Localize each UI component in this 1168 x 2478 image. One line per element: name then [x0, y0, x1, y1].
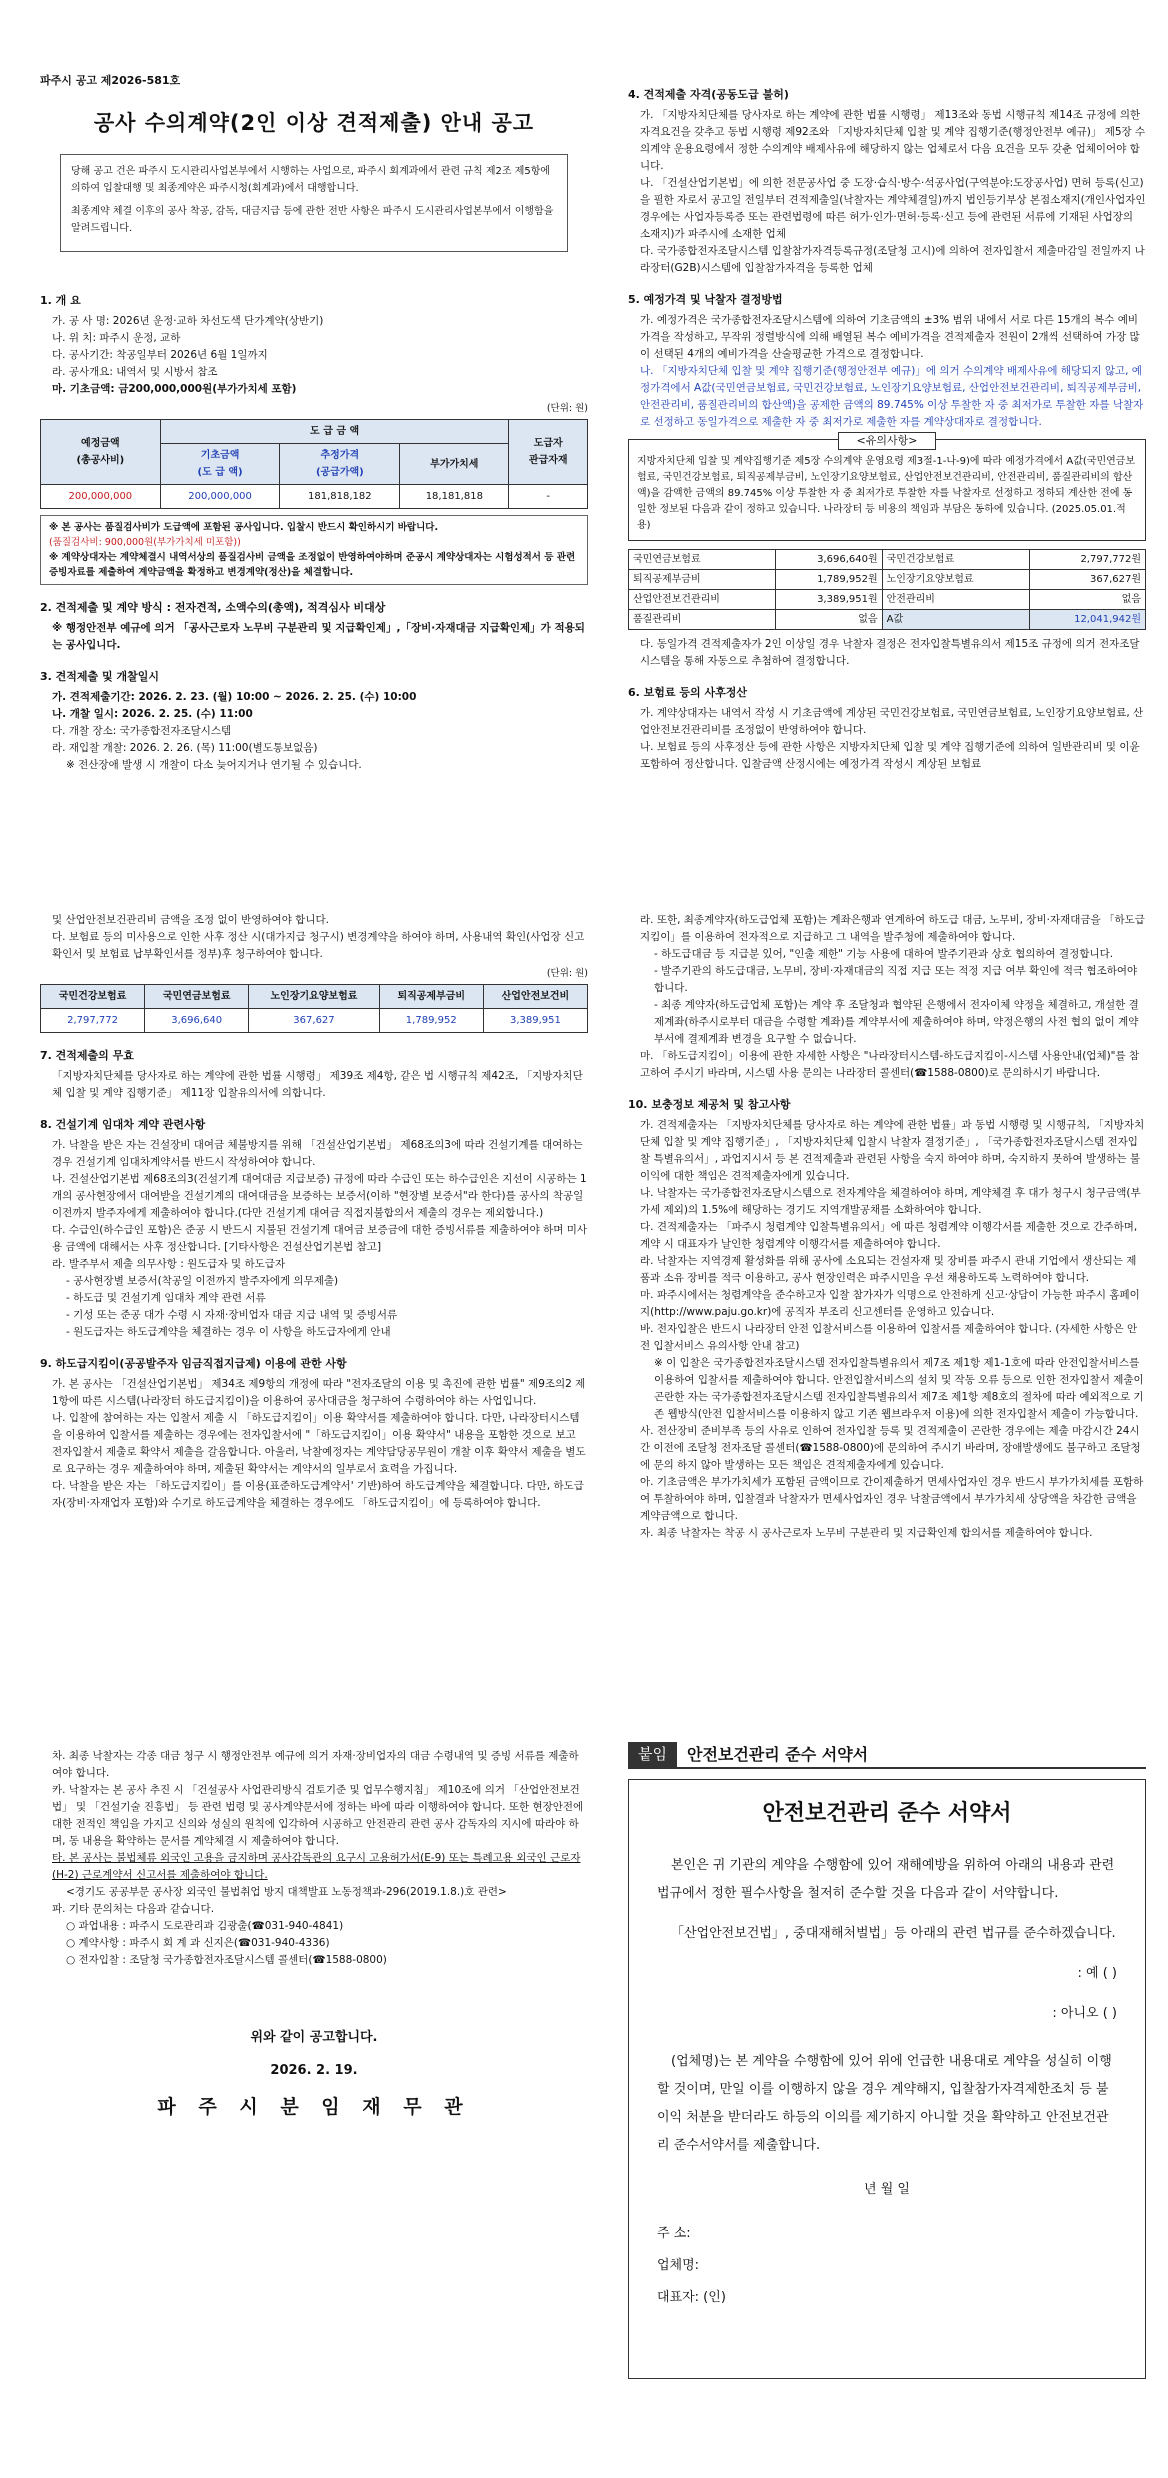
table-header: 도급자 관급자재 — [509, 420, 588, 485]
contact-line: ○ 전자입찰 : 조달청 국가종합전자조달시스템 콜센터(☎1588-0800) — [66, 1954, 387, 1966]
section-item: 마. 「하도급지킴이」이용에 관한 자세한 사항은 "나라장터시스템-하도급지킴이-시스템 사용안내(업체)"를 참고하여 주시기 바라며, 시스템 사용 문의는 나라장터 콜센터(☎1588-0800)로 문의하시기 바랍니다. — [640, 1050, 1140, 1079]
warning-line: ※ 본 공사는 품질검사비가 도급액에 포함된 공사입니다. 입찰시 반드시 확인하시기 바랍니다. — [49, 522, 439, 533]
table-cell: 3,696,640 — [145, 1009, 249, 1033]
section-item: 아. 기초금액은 부가가치세가 포함된 금액이므로 간이제출하거 면세사업자인 경우 반드시 부가가치세를 포함하여 투찰하여야 하며, 입찰결과 낙찰자가 면세사업자인 경우 낙찰금액에서 부가가치세 상당액을 차감한 금액을 계약금액으로 합니다. — [640, 1476, 1144, 1522]
section-item: 나. 「건설산업기본법」에 의한 전문공사업 중 도장·습식·방수·석공사업(구역분야:도장공사업) 면허 등록(신고)을 필한 자로서 공고일 전일부터 견적제출일(낙찰자는 계약체결일)까지 법인등기부상 본점소재지(개인사업자인 경우에는 사업자등록증 또는 관련법령에 따른 허가·인가·면허·등록·신고 등에 관련된 서류에 기재된 사업장의 소재지)가 파주시에 소재한 업체 — [640, 177, 1146, 240]
pledge-form — [628, 1779, 1146, 2379]
section-item: - 하도급대금 등 지급분 있어, "인출 제한" 기능 사용에 대하여 발주기관과 상호 협의하여 결정합니다. — [654, 948, 1114, 960]
table-header: 예정금액 (총공사비) — [41, 420, 161, 485]
section-heading: 3. 견적제출 및 개찰일시 — [40, 670, 159, 683]
amount-table — [40, 419, 588, 509]
section-item: 라. 또한, 최종계약자(하도급업체 포함)는 계좌은행과 연계하여 하도급 대금, 노무비, 장비·자재대금을 「하도급지킴이」를 이용하여 전자적으로 지급하고 그 내역을 발주청에 제출하여야 합니다. — [640, 914, 1145, 943]
address-field[interactable]: 주 소: — [657, 2226, 691, 2241]
section-item: 가. 「지방자치단체를 당사자로 하는 계약에 관한 법률 시행령」 제13조와 동법 시행규칙 제14조 규정에 의한 자격요건을 갖추고 동법 시행령 제92조와 「지방자치단체 입찰 및 계약 집행기준(행정안전부 예규)」 제5장 수의계약 운용요령에서 정한 수의계약 배제사유에 해당하지 않는 업체로서 다음 요건을 모두 갖춘 업체이어야 합니다. — [640, 109, 1146, 172]
table-cell: 국민건강보험료 — [882, 550, 1029, 570]
section-item: 차. 최종 낙찰자는 각종 대금 청구 시 행정안전부 예규에 의거 자재·장비업자의 대금 수령내역 및 증빙 서류를 제출하여야 합니다. — [52, 1750, 579, 1779]
table-cell: 200,000,000 — [41, 485, 161, 509]
section-item: 라. 낙찰자는 지역경제 활성화를 위해 공사에 소요되는 건설자재 및 장비를 파주시 관내 기업에서 생산되는 제품과 소유 장비를 적극 이용하고, 공사 현장인력은 파주시민을 우선 채용하도록 노력하여야 합니다. — [640, 1255, 1137, 1284]
table-cell: 산업안전보건관리비 — [629, 590, 776, 610]
table-cell: 2,797,772원 — [1029, 550, 1145, 570]
table-cell: 3,389,951원 — [776, 590, 883, 610]
table-header: 기초금액 (도 급 액) — [160, 444, 280, 485]
caution-text: 지방자치단체 입찰 및 계약집행기준 제5장 수의계약 운영요령 제3절-1-나-9)에 따라 예정가격에서 A값(국민연금보험료, 국민건강보험료, 퇴직공제부금비, 노인장기요양보험료, 산업안전보건관리비, 안전관리비, 품질관리비의 합산액)을 감액한 금액의 89.745% 이상 투찰한 자 중 최저가로 투찰한 자를 낙찰자로 선정하고 정하되 계산한 전에 동일한 정보된 다음과 같이 정하고 있습니다. 나라장터 등 비용의 책임과 부담은 동하에 있습니다. (2025.05.01.적용) — [637, 456, 1136, 531]
table-cell: 품질관리비 — [629, 610, 776, 630]
table-header: 도 급 금 액 — [160, 420, 509, 444]
form-fields — [657, 2220, 1117, 2312]
section-item: 다. 수급인(하수급인 포함)은 준공 시 반드시 지불된 건설기계 대여금 보증금에 대한 증빙서류를 제출하여야 하며 미사용 금액에 대해서는 사후 정산합니다. [기타사항은 건설산업기본법 참고] — [52, 1224, 587, 1253]
section-item: ※ 행정안전부 예규에 의거 「공사근로자 노무비 구분관리 및 지급확인제」,「장비·자재대금 지급확인제」가 적용되는 공사입니다. — [52, 622, 585, 651]
section-heading: 9. 하도급지킴이(공공발주자 임금직접지급제) 이용에 관한 사항 — [40, 1357, 347, 1370]
section-item: 다. 보험료 등의 미사용으로 인한 사후 정산 시(대가지급 청구시) 변경계약을 하여야 하며, 사용내역 확인(사업장 신고확인서 및 보험료 납부확인서를 정부)후 청구하여야 합니다. — [52, 931, 585, 960]
table-cell: 안전관리비 — [882, 590, 1029, 610]
company-field[interactable]: 업체명: — [657, 2258, 700, 2273]
closing-line: 위와 같이 공고합니다. — [250, 2030, 378, 2045]
table-cell: 3,696,640원 — [776, 550, 883, 570]
table-header: 산업안전보건비 — [483, 985, 587, 1009]
column-4 — [628, 912, 1146, 1542]
table-header: 추정가격 (공급가액) — [280, 444, 400, 485]
table-cell: 없음 — [1029, 590, 1145, 610]
section-heading: 2. 견적제출 및 계약 방식 : 전자견적, 소액수의(총액), 적격심사 비대상 — [40, 601, 386, 614]
section-item: 사. 전산장비 준비부족 등의 사유로 인하여 전자입찰 등록 및 견적제출이 곤란한 경우에는 제출 마감시간 24시간 이전에 조달청 전자조달 콜센터(☎1588-0800)에 문의하여 주시기 바라며, 장애발생에도 불구하고 조달청에 문의 하지 않아 발생하는 모든 책임은 견적제출자에게 있습니다. — [640, 1425, 1141, 1471]
column-2 — [628, 72, 1146, 773]
section-item: 자. 최종 낙찰자는 착공 시 공사근로자 노무비 구분관리 및 지급확인제 합의서를 제출하여야 합니다. — [640, 1527, 1093, 1539]
issue-number: 파주시 공고 제2026-581호 — [40, 74, 181, 87]
section-heading: 1. 개 요 — [40, 294, 81, 307]
section-item: 다. 낙찰을 받은 자는 「하도급지킴이」를 이용(표준하도급계약서' 기반)하여 하도급계약을 체결합니다. 다만, 하도급자(장비·자재업자 포함)와 수기로 하도급계약을 체결하는 경우에도 「하도급지킴이」에 등록하여야 합니다. — [52, 1480, 584, 1509]
section-item: 가. 낙찰을 받은 자는 건설장비 대여금 체불방지를 위해 「건설산업기본법」 제68조의3에 따라 건설기계를 대여하는 경우 건설기계 임대차계약서를 반드시 작성하여야 합니다. — [52, 1139, 583, 1168]
table-cell: 200,000,000 — [160, 485, 280, 509]
table-cell: 2,797,772 — [41, 1009, 145, 1033]
notice-line: 당해 공고 건은 파주시 도시관리사업본부에서 시행하는 사업으로, 파주시 회계과에서 관련 규칙 제2조 제5항에 의하여 입찰대행 및 최종계약은 파주시청(회계과)에서 대행합니다. — [71, 166, 551, 194]
pledge-paragraph: 본인은 귀 기관의 계약을 수행함에 있어 재해예방을 위하여 아래의 내용과 관련 법규에서 정한 필수사항을 철저히 준수할 것을 다음과 같이 서약합니다. — [657, 1858, 1115, 1901]
table-cell: 3,389,951 — [483, 1009, 587, 1033]
table-cell: 367,627 — [249, 1009, 379, 1033]
option-no[interactable]: : 아니오 ( ) — [1052, 2006, 1117, 2021]
table-cell: - — [509, 485, 588, 509]
table-cell: 181,818,182 — [280, 485, 400, 509]
unit-label: (단위: 원) — [546, 403, 588, 414]
warning-line: ※ 계약상대자는 계약체결시 내역서상의 품질검사비 금액을 조정없이 반영하여야하며 준공시 계약상대자는 시험성적서 등 관련 증빙자료를 제출하여 계약금액을 확정하고 변경계약(정산)을 체결합니다. — [49, 552, 576, 578]
section-item: 나. 보험료 등의 사후정산 등에 관한 사항은 지방자치단체 입찰 및 계약 집행기준에 의하여 일반관리비 및 이윤 포함하여 정산합니다. 입찰금액 산정시에는 예정가격 작성시 계상된 보험료 — [640, 741, 1140, 770]
section-item: ※ 이 입찰은 국가종합전자조달시스템 전자입찰특별유의서 제7조 제1항 제1-1호에 따라 안전입찰서비스를 이용하여 입찰서를 제출하여야 합니다. 안전입찰서비스의 설치 및 작동 오류 등으로 인한 전자입찰서 제출이 곤란한 자는 국가종합전자조달시스템 전자입찰특별유의서 제7조 제1항 제8호의 절차에 따라 예외적으로 기존 웹방식(안전 입찰서비스를 이용하지 않고 기존 웹브라우저 이용)에 의한 전자입찰서 제출이 가능합니다. — [654, 1357, 1144, 1420]
table-cell: 1,789,952원 — [776, 570, 883, 590]
table-cell: A값 — [882, 610, 1029, 630]
section-item: 및 산업안전보건관리비 금액을 조정 없이 반영하여야 합니다. — [52, 914, 329, 926]
deduction-table — [628, 549, 1146, 630]
contact-line: ○ 계약사항 : 파주시 회 계 과 신지은(☎031-940-4336) — [66, 1937, 330, 1949]
contact-line: ○ 과업내용 : 파주시 도로관리과 김광출(☎031-940-4841) — [66, 1920, 344, 1932]
attachment-tag: 붙임 — [628, 1742, 677, 1767]
section-item: 다. 국가종합전자조달시스템 입찰참가자격등록규정(조달청 고시)에 의하여 전자입찰서 제출마감일 전일까지 나라장터(G2B)시스템에 입찰참가자격을 등록한 업체 — [640, 245, 1145, 274]
table-cell: 없음 — [776, 610, 883, 630]
section-item: - 최종 계약자(하도급업체 포함)는 계약 후 조달청과 협약된 은행에서 전자이체 약정을 체결하고, 개설한 결제계좌(하주시로부터 대금을 수령할 계좌)를 계약부서에 제출하여야 하며, 약정은행의 사전 협의 없이 계약부서에 결제계좌 변경을 요구할 수 없습니다. — [654, 999, 1139, 1045]
section-item: 가. 예정가격은 국가종합전자조달시스템에 의하여 기초금액의 ±3% 범위 내에서 서로 다른 15개의 복수 예비가격을 작성하고, 무작위 정렬방식에 의해 배열된 복수 예비가격을 견적제출자 전원이 2개씩 선택하여 가장 많이 선택된 4개의 예비가격을 산술평균한 가격으로 결정합니다. — [640, 314, 1140, 360]
section-item: 타. 본 공사는 불법체류 외국인 고용을 금지하며 공사감독관의 요구시 고용허가서(E-9) 또는 특례고용 외국인 근로자(H-2) 근로계약서 신고서를 제출하여야 합니다. — [52, 1852, 581, 1881]
warning-box — [40, 515, 588, 585]
caution-box — [628, 434, 1146, 541]
pledge-title: 안전보건관리 준수 서약서 — [762, 1801, 1012, 1826]
table-cell: 1,789,952 — [379, 1009, 483, 1033]
notice-box — [60, 154, 568, 252]
table-cell: 18,181,818 — [400, 485, 509, 509]
section-item: 가. 공 사 명: 2026년 운정·교하 차선도색 단가계약(상반기) — [52, 315, 324, 327]
table-header: 퇴직공제부금비 — [379, 985, 483, 1009]
section-item: - 하도급 및 건설기계 임대차 계약 관련 서류 — [66, 1292, 266, 1304]
section-item: 나. 낙찰자는 국가종합전자조달시스템으로 전자계약을 체결하여야 하며, 계약체결 후 대가 청구시 청구금액(부가세 제외)의 1.5%에 해당하는 경기도 지역개발공채를 소화하여야 합니다. — [640, 1187, 1141, 1216]
section-item: 바. 전자입찰은 반드시 나라장터 안전 입찰서비스를 이용하여 입찰서를 제출하여야 합니다. (자세한 사항은 안전 입찰서비스 유의사항 안내 참고) — [640, 1323, 1138, 1352]
section-item: 가. 계약상대자는 내역서 작성 시 기초금액에 계상된 국민건강보험료, 국민연금보험료, 노인장기요양보험료, 산업안전보건관리비를 조정없이 반영하여야 합니다. — [640, 707, 1144, 736]
pledge-paragraph: (업체명)는 본 계약을 수행함에 있어 위에 언급한 내용대로 계약을 성실히 이행할 것이며, 만일 이를 이행하지 않을 경우 계약해지, 입찰참가자격제한조치 등 불이익 처분을 받더라도 하등의 이의를 제기하지 아니할 것을 확약하고 안전보건관리 준수서약서를 제출합니다. — [657, 2054, 1112, 2153]
page-title: 공사 수의계약(2인 이상 견적제출) 안내 공고 — [93, 111, 535, 135]
section-item: 나. 입찰에 참여하는 자는 입찰서 제출 시 「하도급지킴이」이용 확약서를 제출하여야 합니다. 다만, 나라장터시스템을 이용하여 입찰서를 제출하는 경우에는 전자입찰서에 "「하도급지킴이」이용 확약서" 내용을 포함한 것으로 보고 전자입찰서 제출로 확약서 제출을 갈음합니다. 아울러, 낙찰예정자는 계약담당공무원이 개찰 이후 확약서 제출을 별도로 요구하는 경우 제출하여야 하며, 제출된 확약서는 계약서의 일부로서 효력을 가집니다. — [52, 1412, 586, 1475]
option-yes[interactable]: : 예 ( ) — [1077, 1966, 1117, 1981]
section-item: 나. 건설산업기본법 제68조의3(건설기계 대여대금 지급보증) 규정에 따라 수급인 또는 하수급인은 지선이 시공하는 1개의 공사현장에서 대여받을 건설기계의 대여대금을 보증하는 보증서(이하 "현장별 보증서"라 한다)를 공사의 착공일 이전까지 발주자에게 제출하여야 합니다.(다만 건설기계 대여금 직접지불합의서 제출의 경우는 제외합니다.) — [52, 1173, 587, 1219]
table-header: 노인장기요양보험료 — [249, 985, 379, 1009]
section-item: 다. 견적제출자는 「파주시 청렴계약 입찰특별유의서」에 따른 청렴계약 이행각서를 제출한 것으로 간주하며, 계약 시 대표자가 날인한 청렴계약 이행각서를 제출하여야 합니다. — [640, 1221, 1138, 1250]
section-item: - 공사현장별 보증서(착공일 이전까지 발주자에게 의무제출) — [66, 1275, 339, 1287]
notice-line: 최종계약 체결 이후의 공사 착공, 감독, 대금지급 등에 관한 전반 사항은 파주시 도시관리사업본부에서 이행함을 알려드립니다. — [71, 206, 554, 234]
section-item: 카. 낙찰자는 본 공사 추진 시 「건설공사 사업관리방식 검토기준 및 업무수행지침」 제10조에 의거 「산업안전보건법」 및 「건설기술 진흥법」 등 관련 법령 및 공사계약문서에 정하는 바에 따라 이행하여야 합니다. 또한 현장안전에 대한 전적인 책임을 가지고 신의와 성실의 원칙에 입각하여 시공하고 안전관리 관련 공사 감독자의 지시에 따라야 하며, 동 내용을 확약하는 문서를 계약체결 시 제출하여야 합니다. — [52, 1784, 584, 1847]
section-item: - 원도급자는 하도급계약을 체결하는 경우 이 사항을 하도급자에게 안내 — [66, 1326, 391, 1338]
column-5 — [40, 1748, 588, 2116]
section-item: 나. 위 치: 파주시 운정, 교하 — [52, 332, 181, 344]
attachment-header — [628, 1742, 1146, 1769]
section-heading: 7. 견적제출의 무효 — [40, 1049, 134, 1062]
pledge-paragraph: 「산업안전보건법」, 중대재해처벌법」등 아래의 관련 법규를 준수하겠습니다. — [671, 1926, 1116, 1941]
column-1 — [40, 72, 588, 774]
attachment-title: 안전보건관리 준수 서약서 — [686, 1745, 869, 1764]
unit-label: (단위: 원) — [546, 968, 588, 979]
section-item: - 기성 또는 준공 대가 수령 시 자재·장비업자 대금 지급 내역 및 증빙서류 — [66, 1309, 398, 1321]
section-heading: 10. 보충정보 제공처 및 참고사항 — [628, 1098, 791, 1111]
section-item: 가. 본 공사는 「건설산업기본법」 제34조 제9항의 개정에 따라 "전자조달의 이용 및 촉진에 관한 법률" 제9조의2 제1항에 따른 시스템(나라장터 하도급지킴이)을 이용하여 공사대금을 청구하여 수령하여야 하는 사업입니다. — [52, 1378, 586, 1407]
section-heading: 4. 견적제출 자격(공동도급 불허) — [628, 88, 789, 101]
warning-line: (품질검사비: 900,000원(부가가치세 미포함)) — [49, 537, 241, 548]
signatory: 파 주 시 분 임 재 무 관 — [157, 2096, 471, 2118]
section-item: 라. 재입찰 개찰: 2026. 2. 26. (목) 11:00(별도통보없음) — [52, 742, 318, 754]
table-cell: 12,041,942원 — [1029, 610, 1145, 630]
section-item: 라. 발주부서 제출 의무사항 : 원도급자 및 하도급자 — [52, 1258, 286, 1270]
section-item: 나. 「지방자치단체 입찰 및 계약 집행기준(행정안전부 예규)」에 의거 수의계약 배제사유에 해당되지 않고, 예정가격에서 A값(국민연금보험료, 국민건강보험료, 노인장기요양보험료, 산업안전보건관리비, 퇴직공제부금비, 안전관리비, 품질관리비의 합산액)을 공제한 금액의 89.745% 이상 투찰한 자 중 최저가로 투찰한 자를 낙찰자로 선정하고 동일가격으로 제출한 자 중 최저가로 제출한 자를 계약상대자로 결정합니다. — [640, 365, 1144, 428]
insurance-table — [40, 984, 588, 1033]
table-header: 부가가치세 — [400, 444, 509, 485]
table-cell: 국민연금보험료 — [629, 550, 776, 570]
section-heading: 5. 예정가격 및 낙찰자 결정방법 — [628, 293, 783, 306]
section-item: 「지방자치단체를 당사자로 하는 계약에 관한 법률 시행령」 제39조 제4항, 같은 법 시행규칙 제42조, 「지방자치단체 입찰 및 계약 집행기준」 제11장 입찰유의서에 의합니다. — [52, 1070, 583, 1099]
section-item: 가. 견적제출자는 「지방자치단체를 당사자로 하는 계약에 관한 법률」과 동법 시행령 및 시행규칙, 「지방자치단체 입찰 및 계약 집행기준」, 「지방자치단체 입찰시 낙찰자 결정기준」, 「국가종합전자조달시스템 전자입찰 특별유의서」, 과업지시서 등 본 견적제출과 관련된 사항을 숙지 하여야 하며, 숙지하지 못하여 발생하는 불이익에 대한 책임은 견적제출자에게 있습니다. — [640, 1119, 1145, 1182]
table-cell: 퇴직공제부금비 — [629, 570, 776, 590]
attachment-form — [628, 1742, 1146, 2379]
caution-heading: <유의사항> — [838, 432, 936, 450]
table-cell: 367,627원 — [1029, 570, 1145, 590]
form-date: 년 월 일 — [864, 2182, 910, 2197]
section-item: - 발주기관의 하도급대금, 노무비, 장비·자재대금의 직접 지급 또는 적정 지급 여부 확인에 적극 협조하여야 합니다. — [654, 965, 1138, 994]
section-item: 다. 공사기간: 착공일부터 2026년 6월 1일까지 — [52, 349, 268, 361]
section-item: ※ 전산장애 발생 시 개찰이 다소 늦어지거나 연기될 수 있습니다. — [66, 759, 362, 771]
section-item: 라. 공사개요: 내역서 및 시방서 참조 — [52, 366, 218, 378]
ceo-field[interactable]: 대표자: (인) — [657, 2290, 726, 2305]
section-item: 가. 견적제출기간: 2026. 2. 23. (월) 10:00 ~ 2026. 2. 25. (수) 10:00 — [52, 691, 417, 703]
section-item: 다. 동일가격 견적제출자가 2인 이상일 경우 낙찰자 결정은 전자입찰특별유의서 제15조 규정에 의거 전자조달시스템을 통해 자동으로 추첨하여 결정합니다. — [640, 638, 1140, 667]
section-item: 파. 기타 문의처는 다음과 같습니다. — [52, 1903, 215, 1915]
section-item: 다. 개찰 장소: 국가종합전자조달시스템 — [52, 725, 232, 737]
column-3 — [40, 912, 588, 1512]
section-item: <경기도 공공부문 공사장 외국인 불법취업 방지 대책발표 노동정책과-296(2019.1.8.)호 관련> — [66, 1886, 507, 1898]
section-item: 마. 파주시에서는 청렴계약을 준수하고자 입찰 참가자가 익명으로 안전하게 신고·상담이 가능한 파주시 홈페이지(http://www.paju.go.kr)에 공직자 부조리 신고센터를 운영하고 있습니다. — [640, 1289, 1140, 1318]
issue-date: 2026. 2. 19. — [270, 2063, 358, 2078]
section-item: 마. 기초금액: 금200,000,000원(부가가치세 포함) — [52, 383, 297, 395]
table-header: 국민연금보험료 — [145, 985, 249, 1009]
table-cell: 노인장기요양보험료 — [882, 570, 1029, 590]
section-item: 나. 개찰 일시: 2026. 2. 25. (수) 11:00 — [52, 708, 253, 720]
section-heading: 8. 건설기계 임대차 계약 관련사항 — [40, 1118, 206, 1131]
table-header: 국민건강보험료 — [41, 985, 145, 1009]
section-heading: 6. 보험료 등의 사후정산 — [628, 686, 747, 699]
